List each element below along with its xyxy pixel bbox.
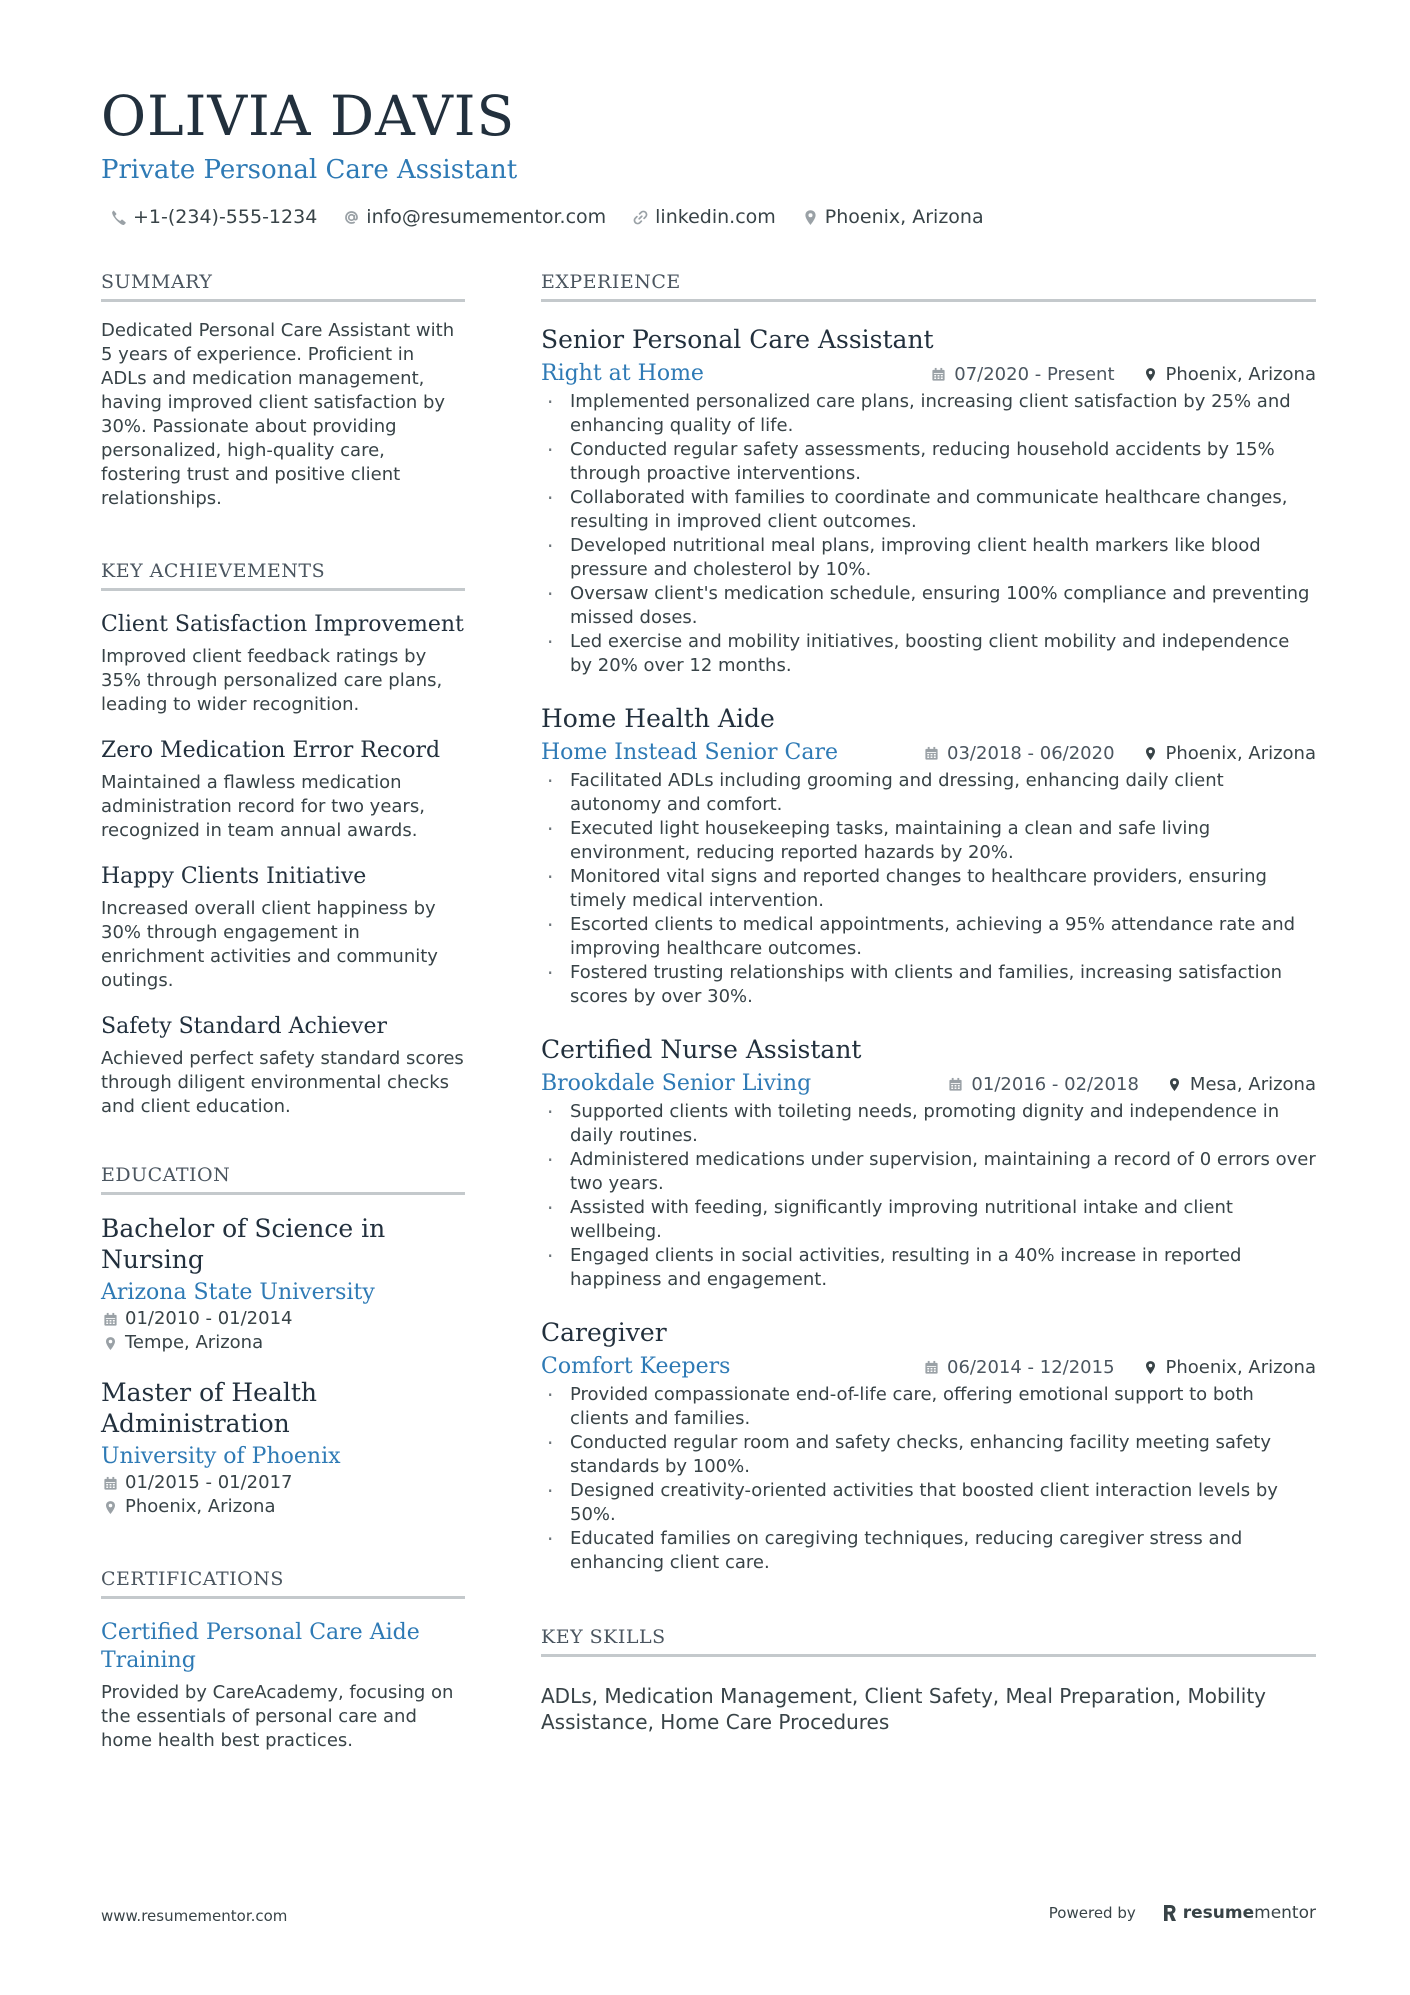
job-bullet: · Conducted regular room and safety checks, enhancing facility meeting safety standards by 100%. [541, 1431, 1316, 1479]
job-entry [541, 1317, 1316, 1575]
email-text: info@resumementor.com [366, 206, 607, 228]
education-degree: Master of Health Administration [101, 1378, 317, 1438]
education-section [101, 1163, 465, 1519]
job-dates: 01/2016 - 02/2018 [971, 1073, 1139, 1095]
education-location-text: Tempe, Arizona [125, 1332, 264, 1353]
contact-phone[interactable] [110, 204, 317, 230]
job-entry [541, 1034, 1316, 1292]
education-dates [101, 1307, 465, 1331]
job-company: Comfort Keepers [541, 1354, 731, 1379]
job-meta-row [541, 739, 1316, 767]
map-pin-icon [103, 1500, 118, 1515]
job-company: Right at Home [541, 361, 704, 386]
achievement-desc: Achieved perfect safety standard scores through diligent environmental checks and client education. [101, 1048, 464, 1117]
job-bullet: · Led exercise and mobility initiatives, boosting client mobility and independence by 20% over 12 months. [541, 630, 1316, 678]
education-school: University of Phoenix [101, 1444, 341, 1469]
brand-logo[interactable] [1162, 1903, 1316, 1923]
job-meta-row [541, 360, 1316, 388]
education-dates-text: 01/2010 - 01/2014 [125, 1308, 293, 1329]
map-pin-icon [1167, 1077, 1182, 1092]
education-dates [101, 1471, 465, 1495]
achievement-item [101, 737, 465, 843]
summary-section [101, 270, 465, 511]
achievement-item [101, 863, 465, 993]
achievement-desc: Maintained a flawless medication administration record for two years, recognized in team annual awards. [101, 772, 425, 841]
achievement-desc: Increased overall client happiness by 30% through engagement in enrichment activities and community outings. [101, 898, 438, 991]
job-meta-row [541, 1353, 1316, 1381]
certification-title: Certified Personal Care Aide Training [101, 1620, 420, 1673]
job-bullet: · Administered medications under supervision, maintaining a record of 0 errors over two years. [541, 1148, 1316, 1196]
job-bullet: · Provided compassionate end-of-life care, offering emotional support to both clients and families. [541, 1383, 1316, 1431]
section-title-certifications: CERTIFICATIONS [101, 1567, 465, 1599]
certification-desc: Provided by CareAcademy, focusing on the essentials of personal care and home health best practices. [101, 1682, 454, 1751]
job-bullets [541, 769, 1316, 1009]
contact-location [802, 204, 984, 230]
brand-name-light: mentor [1254, 1903, 1316, 1923]
job-bullet: · Assisted with feeding, significantly improving nutritional intake and client wellbeing. [541, 1196, 1316, 1244]
job-title: Senior Personal Care Assistant [541, 325, 934, 354]
job-bullets [541, 390, 1316, 678]
map-pin-icon [1143, 367, 1158, 382]
job-title: Caregiver [541, 1318, 667, 1347]
education-school: Arizona State University [101, 1280, 375, 1305]
achievement-title: Zero Medication Error Record [101, 738, 441, 763]
job-bullet: · Engaged clients in social activities, resulting in a 40% increase in reported happiness and engagement. [541, 1244, 1316, 1292]
map-pin-icon [802, 209, 819, 226]
job-dates: 06/2014 - 12/2015 [947, 1356, 1115, 1378]
achievement-title: Safety Standard Achiever [101, 1014, 387, 1039]
job-bullet: · Designed creativity-oriented activities that boosted client interaction levels by 50%. [541, 1479, 1316, 1527]
job-location: Phoenix, Arizona [1165, 742, 1316, 764]
job-bullets [541, 1100, 1316, 1292]
job-company: Brookdale Senior Living [541, 1071, 812, 1096]
job-dates: 07/2020 - Present [954, 363, 1115, 385]
map-pin-icon [1143, 1360, 1158, 1375]
section-title-achievements: KEY ACHIEVEMENTS [101, 559, 465, 591]
skills-text: ADLs, Medication Management, Client Safety, Meal Preparation, Mobility Assistance, Home Care Procedures [541, 1684, 1267, 1734]
contact-bar [101, 204, 1321, 230]
job-location: Mesa, Arizona [1189, 1073, 1316, 1095]
job-company: Home Instead Senior Care [541, 740, 839, 765]
summary-text: Dedicated Personal Care Assistant with 5 years of experience. Proficient in ADLs and medication management, having improved client satisfaction by 30%. Passionate about providing personalized, high-quality care, fostering trust and positive client relationships. [101, 320, 455, 509]
job-title: Certified Nurse Assistant [541, 1035, 862, 1064]
job-bullet: · Conducted regular safety assessments, reducing household accidents by 15% through proactive interventions. [541, 438, 1316, 486]
calendar-icon [103, 1312, 118, 1327]
education-location [101, 1495, 465, 1519]
resumementor-logo-icon [1162, 1903, 1178, 1923]
education-location [101, 1331, 465, 1355]
job-title: Home Health Aide [541, 704, 775, 733]
job-bullet: · Oversaw client's medication schedule, ensuring 100% compliance and preventing missed doses. [541, 582, 1316, 630]
education-item [101, 1213, 465, 1355]
right-column [541, 270, 1316, 1735]
phone-text: +1-(234)-555-1234 [133, 206, 318, 228]
job-entry [541, 703, 1316, 1009]
brand-name-bold: resume [1182, 1903, 1255, 1923]
section-title-education: EDUCATION [101, 1163, 465, 1195]
powered-by-text: Powered by [1048, 1904, 1136, 1922]
job-bullet: · Fostered trusting relationships with clients and families, increasing satisfaction scores by over 30%. [541, 961, 1316, 1009]
job-bullet: · Developed nutritional meal plans, improving client health markers like blood pressure and cholesterol by 10%. [541, 534, 1316, 582]
achievement-item [101, 1013, 465, 1119]
certifications-section [101, 1567, 465, 1753]
skills-section [541, 1625, 1316, 1735]
job-bullet: · Escorted clients to medical appointments, achieving a 95% attendance rate and improving healthcare outcomes. [541, 913, 1316, 961]
footer-website[interactable]: www.resumementor.com [101, 1907, 288, 1925]
phone-icon [110, 209, 127, 226]
contact-linkedin[interactable] [632, 204, 776, 230]
calendar-icon [924, 1360, 939, 1375]
candidate-name: OLIVIA DAVIS [101, 84, 516, 148]
job-bullet: · Facilitated ADLs including grooming and dressing, enhancing daily client autonomy and comfort. [541, 769, 1316, 817]
calendar-icon [103, 1476, 118, 1491]
job-meta [924, 743, 1316, 764]
job-entry [541, 324, 1316, 678]
achievement-item [101, 611, 465, 717]
job-bullet: · Monitored vital signs and reported changes to healthcare providers, ensuring timely medical intervention. [541, 865, 1316, 913]
calendar-icon [931, 367, 946, 382]
education-item [101, 1377, 465, 1519]
job-bullet: · Collaborated with families to coordinate and communicate healthcare changes, resulting in improved client outcomes. [541, 486, 1316, 534]
job-location: Phoenix, Arizona [1165, 1356, 1316, 1378]
linkedin-text: linkedin.com [655, 206, 776, 228]
job-location: Phoenix, Arizona [1165, 363, 1316, 385]
experience-section [541, 270, 1316, 1575]
achievement-title: Client Satisfaction Improvement [101, 612, 464, 637]
section-title-summary: SUMMARY [101, 270, 465, 302]
section-title-experience: EXPERIENCE [541, 270, 1316, 302]
candidate-role: Private Personal Care Assistant [101, 155, 518, 185]
education-location-text: Phoenix, Arizona [125, 1496, 276, 1517]
left-column [101, 270, 465, 1753]
job-bullets [541, 1383, 1316, 1575]
map-pin-icon [1143, 746, 1158, 761]
job-bullet: · Executed light housekeeping tasks, maintaining a clean and safe living environment, reducing reported hazards by 20%. [541, 817, 1316, 865]
job-bullet: · Implemented personalized care plans, increasing client satisfaction by 25% and enhancing quality of life. [541, 390, 1316, 438]
education-degree: Bachelor of Science in Nursing [101, 1214, 386, 1274]
job-meta [948, 1074, 1316, 1095]
link-icon [632, 209, 649, 226]
section-title-skills: KEY SKILLS [541, 1625, 1316, 1657]
job-meta [931, 364, 1316, 385]
job-meta [924, 1357, 1316, 1378]
job-meta-row [541, 1070, 1316, 1098]
achievements-section [101, 559, 465, 1119]
job-bullet: · Educated families on caregiving techniques, reducing caregiver stress and enhancing client care. [541, 1527, 1316, 1575]
footer-branding [1049, 1903, 1316, 1923]
achievement-desc: Improved client feedback ratings by 35% through personalized care plans, leading to wider recognition. [101, 646, 443, 715]
job-bullet: · Supported clients with toileting needs, promoting dignity and independence in daily routines. [541, 1100, 1316, 1148]
location-text: Phoenix, Arizona [824, 206, 984, 228]
map-pin-icon [103, 1336, 118, 1351]
achievement-title: Happy Clients Initiative [101, 864, 367, 889]
calendar-icon [948, 1077, 963, 1092]
at-sign-icon [343, 209, 360, 226]
contact-email[interactable] [343, 204, 606, 230]
education-dates-text: 01/2015 - 01/2017 [125, 1472, 293, 1493]
calendar-icon [924, 746, 939, 761]
resume-header [101, 84, 1321, 230]
job-dates: 03/2018 - 06/2020 [947, 742, 1115, 764]
